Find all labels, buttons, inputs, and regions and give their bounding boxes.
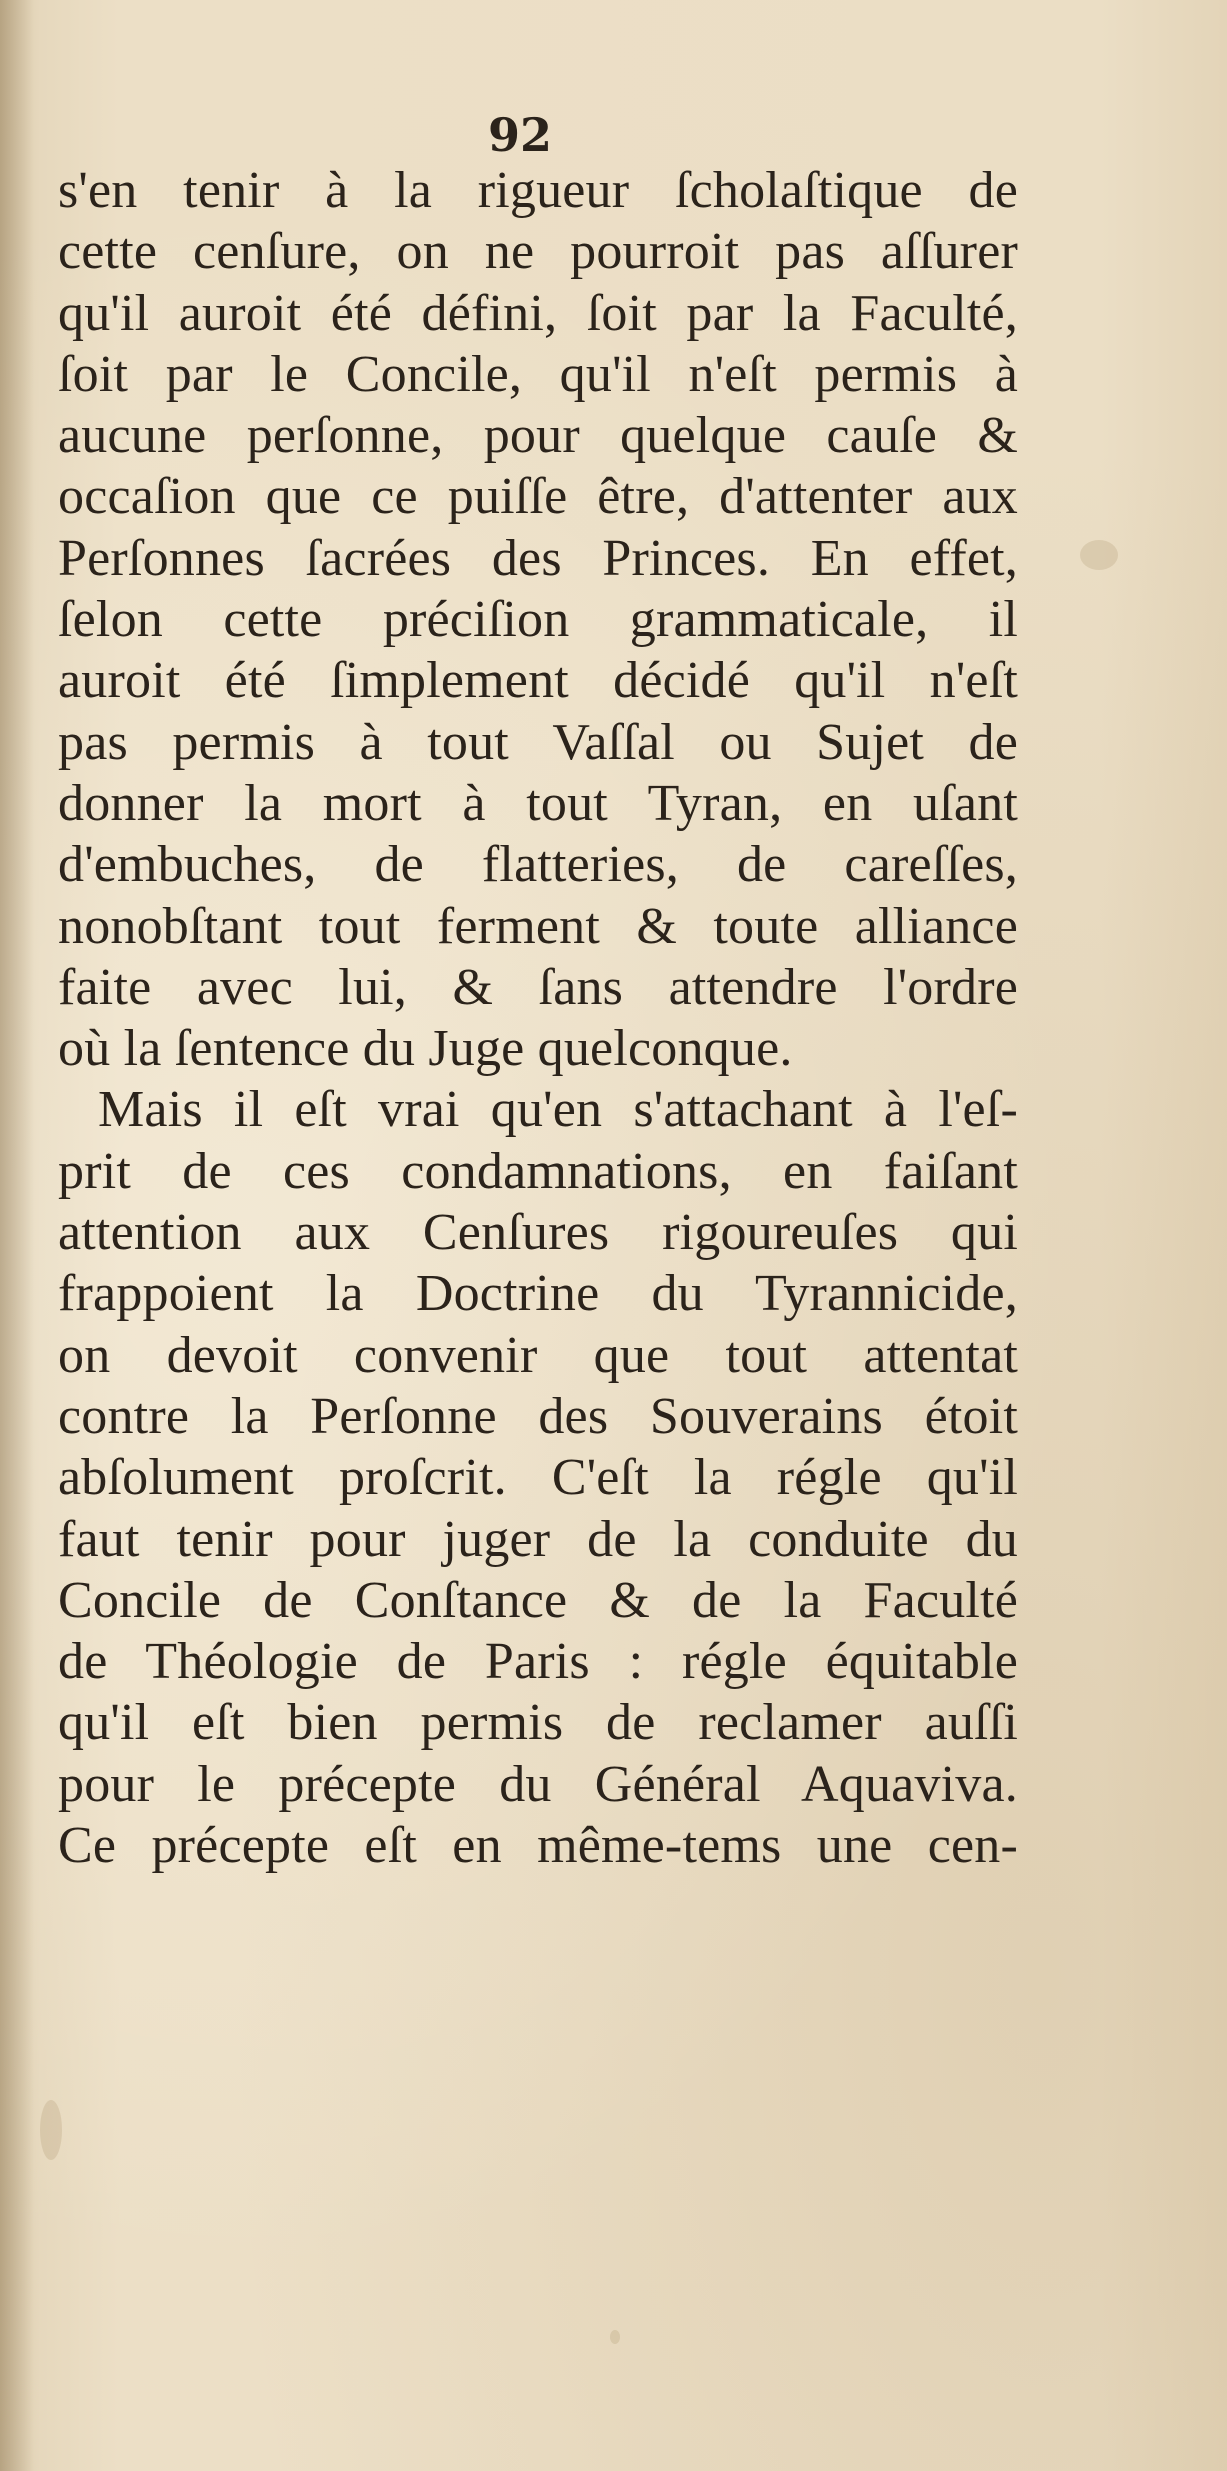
text-line: on devoit convenir que tout attentat — [58, 1326, 1018, 1384]
text-line: Ce précepte eſt en même-tems une cen- — [58, 1817, 1018, 1875]
text-line: Concile de Conſtance & de la Faculté — [58, 1571, 1018, 1629]
text-line: qu'il auroit été défini, ſoit par la Faculté, — [58, 284, 1018, 342]
text-line: cette cenſure, on ne pourroit pas aſſurer — [58, 223, 1018, 281]
paper-stain — [40, 2100, 62, 2160]
text-line: attention aux Cenſures rigoureuſes qui — [58, 1204, 1018, 1262]
text-line: qu'il eſt bien permis de reclamer auſſi — [58, 1694, 1018, 1752]
text-line: contre la Perſonne des Souverains étoit — [58, 1387, 1018, 1445]
text-line: s'en tenir à la rigueur ſcholaſtique de — [58, 162, 1018, 219]
text-line: Perſonnes ſacrées des Princes. En effet, — [58, 529, 1018, 587]
text-line: faite avec lui, & ſans attendre l'ordre — [58, 958, 1018, 1016]
text-line: nonobſtant tout ferment & toute alliance — [58, 897, 1018, 955]
text-line: prit de ces condamnations, en faiſant — [58, 1142, 1018, 1200]
text-line: de Théologie de Paris : régle équitable — [58, 1633, 1018, 1691]
text-line: frappoient la Doctrine du Tyrannicide, — [58, 1265, 1018, 1323]
text-line: auroit été ſimplement décidé qu'il n'eſt — [58, 652, 1018, 710]
text-line: pas permis à tout Vaſſal ou Sujet de — [58, 713, 1018, 771]
text-line: faut tenir pour juger de la conduite du — [58, 1510, 1018, 1568]
paper-stain — [610, 2330, 620, 2344]
text-line: où la ſentence du Juge quelconque. — [58, 1020, 793, 1078]
text-line: ſoit par le Concile, qu'il n'eſt permis à — [58, 345, 1018, 403]
paper-stain — [1080, 540, 1118, 570]
body-text — [58, 160, 1018, 1876]
text-line: donner la mort à tout Tyran, en uſant — [58, 774, 1018, 832]
page-number: 92 — [487, 108, 552, 162]
text-line: aucune perſonne, pour quelque cauſe & — [58, 407, 1018, 465]
text-line: pour le précepte du Général Aquaviva. — [58, 1755, 1018, 1813]
gutter-shadow — [0, 0, 34, 2471]
text-line: ſelon cette préciſion grammaticale, il — [58, 591, 1018, 649]
text-line: abſolument proſcrit. C'eſt la régle qu'il — [58, 1449, 1018, 1507]
text-line: d'embuches, de flatteries, de careſſes, — [58, 836, 1018, 894]
text-line: occaſion que ce puiſſe être, d'attenter aux — [58, 468, 1018, 526]
text-line: Mais il eſt vrai qu'en s'attachant à l'eſ- — [98, 1081, 1018, 1139]
